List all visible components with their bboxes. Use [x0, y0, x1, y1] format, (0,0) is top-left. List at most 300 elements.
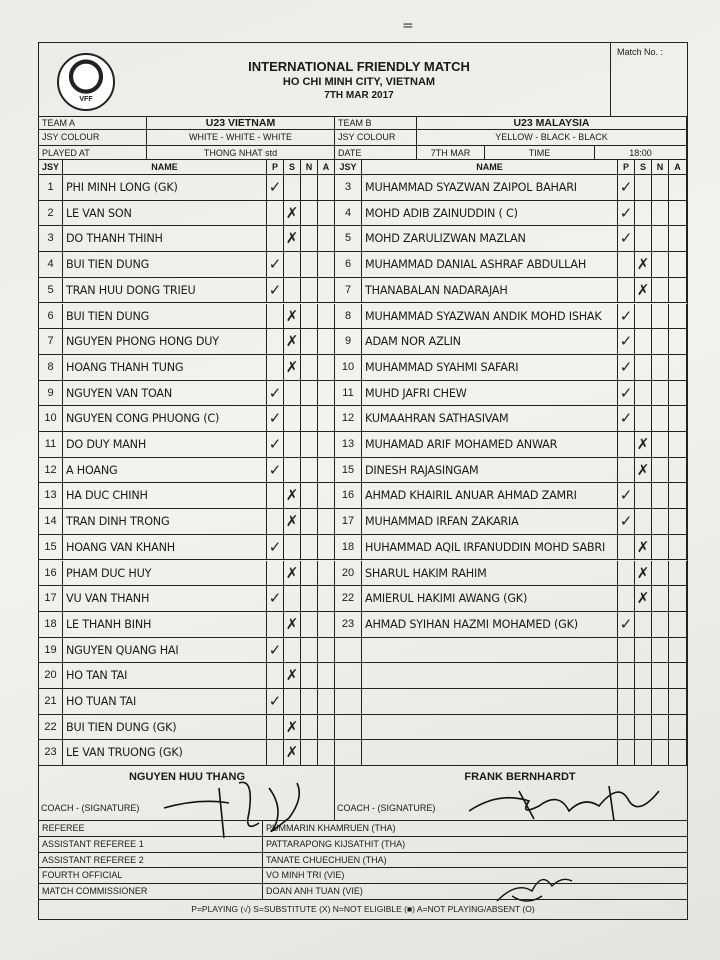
status-cell: [318, 715, 335, 741]
sheet-header: [39, 43, 687, 117]
playing-check-icon: ✓: [267, 535, 284, 561]
empty-cell: [335, 663, 362, 689]
player-name: MOHD ADIB ZAINUDDIN ( C): [362, 201, 618, 227]
playing-check-icon: ✓: [618, 304, 635, 330]
status-cell: [652, 561, 669, 587]
status-cell: [301, 483, 318, 509]
status-cell: [301, 740, 318, 766]
status-cell: [267, 483, 284, 509]
empty-cell: [652, 715, 669, 741]
status-cell: [301, 509, 318, 535]
status-cell: [669, 201, 687, 227]
substitute-cross-icon: ✗: [284, 355, 301, 381]
status-cell: [635, 355, 652, 381]
status-cell: [318, 381, 335, 407]
substitute-cross-icon: ✗: [284, 612, 301, 638]
status-cell: [267, 226, 284, 252]
status-cell: [652, 175, 669, 201]
official-role: FOURTH OFFICIAL: [39, 868, 263, 884]
playing-check-icon: ✓: [618, 226, 635, 252]
official-name: VO MINH TRI (VIE): [263, 868, 687, 884]
team-sheet: [38, 42, 688, 920]
status-cell: [318, 226, 335, 252]
page-mark: =: [402, 18, 414, 34]
playing-check-icon: ✓: [267, 175, 284, 201]
substitute-cross-icon: ✗: [284, 509, 301, 535]
player-jsy: 22: [335, 586, 362, 612]
empty-cell: [618, 663, 635, 689]
status-cell: [652, 458, 669, 484]
status-cell: [301, 201, 318, 227]
substitute-cross-icon: ✗: [635, 252, 652, 278]
player-jsy: 20: [335, 561, 362, 587]
player-jsy: 3: [335, 175, 362, 201]
player-name: BUI TIEN DUNG: [63, 252, 267, 278]
substitute-cross-icon: ✗: [635, 458, 652, 484]
status-cell: [318, 406, 335, 432]
status-cell: [318, 638, 335, 664]
playing-check-icon: ✓: [267, 689, 284, 715]
player-name: HA DUC CHINH: [63, 483, 267, 509]
player-jsy: 6: [335, 252, 362, 278]
status-cell: [618, 252, 635, 278]
player-jsy: 22: [39, 715, 63, 741]
player-name: TRAN HUU DONG TRIEU: [63, 278, 267, 304]
status-cell: [618, 278, 635, 304]
status-cell: [618, 535, 635, 561]
status-cell: [318, 278, 335, 304]
playing-check-icon: ✓: [267, 638, 284, 664]
empty-cell: [362, 689, 618, 715]
status-cell: [652, 329, 669, 355]
team-a-name: U23 VIETNAM: [147, 116, 335, 130]
player-name: LE VAN SON: [63, 201, 267, 227]
status-cell: [669, 355, 687, 381]
player-jsy: 23: [335, 612, 362, 638]
status-cell: [669, 586, 687, 612]
playing-check-icon: ✓: [618, 381, 635, 407]
team-a-colour-label: JSY COLOUR: [39, 130, 147, 146]
coach-a-name: NGUYEN HUU THANG: [128, 771, 246, 783]
status-cell: [652, 483, 669, 509]
player-name: VU VAN THANH: [63, 586, 267, 612]
substitute-cross-icon: ✗: [284, 663, 301, 689]
official-role: ASSISTANT REFEREE 1: [39, 837, 263, 853]
player-name: MUHD JAFRI CHEW: [362, 381, 618, 407]
player-jsy: 15: [39, 535, 63, 561]
col-p-a: P: [267, 160, 284, 175]
empty-cell: [362, 715, 618, 741]
player-name: HO TAN TAI: [63, 663, 267, 689]
playing-check-icon: ✓: [267, 406, 284, 432]
status-cell: [635, 509, 652, 535]
player-name: THANABALAN NADARAJAH: [362, 278, 618, 304]
player-jsy: 10: [39, 406, 63, 432]
status-cell: [301, 638, 318, 664]
player-name: DO THANH THINH: [63, 226, 267, 252]
col-s-b: S: [635, 160, 652, 175]
status-cell: [267, 715, 284, 741]
player-jsy: 1: [39, 175, 63, 201]
vff-logo-icon: [57, 53, 115, 111]
team-a-label: TEAM A: [39, 116, 147, 130]
status-cell: [669, 329, 687, 355]
substitute-cross-icon: ✗: [284, 715, 301, 741]
status-cell: [652, 201, 669, 227]
status-cell: [318, 329, 335, 355]
status-cell: [635, 381, 652, 407]
status-cell: [635, 483, 652, 509]
playing-check-icon: ✓: [267, 252, 284, 278]
match-date: 7TH MAR 2017: [324, 90, 394, 101]
official-name: PUMMARIN KHAMRUEN (THA): [263, 821, 687, 837]
team-b-colour-label: JSY COLOUR: [335, 130, 417, 146]
status-cell: [318, 252, 335, 278]
official-role: MATCH COMMISSIONER: [39, 884, 263, 900]
status-cell: [318, 535, 335, 561]
status-cell: [652, 355, 669, 381]
player-name: MUHAMMAD DANIAL ASHRAF ABDULLAH: [362, 252, 618, 278]
status-cell: [635, 329, 652, 355]
status-cell: [284, 381, 301, 407]
status-cell: [301, 535, 318, 561]
status-cell: [635, 201, 652, 227]
player-name: DINESH RAJASINGAM: [362, 458, 618, 484]
empty-cell: [618, 638, 635, 664]
substitute-cross-icon: ✗: [284, 740, 301, 766]
player-name: AHMAD KHAIRIL ANUAR AHMAD ZAMRI: [362, 483, 618, 509]
empty-cell: [652, 638, 669, 664]
player-jsy: 5: [39, 278, 63, 304]
status-cell: [618, 586, 635, 612]
status-cell: [301, 175, 318, 201]
official-name: TANATE CHUECHUEN (THA): [263, 853, 687, 869]
status-cell: [669, 612, 687, 638]
playing-check-icon: ✓: [618, 355, 635, 381]
status-cell: [267, 329, 284, 355]
player-jsy: 4: [39, 252, 63, 278]
status-cell: [301, 561, 318, 587]
col-a-a: A: [318, 160, 335, 175]
played-at-value: THONG NHAT std: [147, 146, 335, 160]
col-p-b: P: [618, 160, 635, 175]
status-cell: [301, 304, 318, 330]
status-cell: [318, 432, 335, 458]
status-cell: [267, 740, 284, 766]
player-jsy: 23: [39, 740, 63, 766]
player-name: AHMAD SYIHAN HAZMI MOHAMED (GK): [362, 612, 618, 638]
empty-cell: [635, 715, 652, 741]
status-cell: [267, 304, 284, 330]
player-name: HO TUAN TAI: [63, 689, 267, 715]
empty-cell: [618, 689, 635, 715]
player-jsy: 7: [335, 278, 362, 304]
playing-check-icon: ✓: [267, 586, 284, 612]
status-cell: [652, 612, 669, 638]
playing-check-icon: ✓: [618, 612, 635, 638]
col-jsy-b: JSY: [335, 160, 362, 175]
team-a-colour: WHITE - WHITE - WHITE: [147, 130, 335, 146]
empty-cell: [635, 638, 652, 664]
substitute-cross-icon: ✗: [635, 561, 652, 587]
player-jsy: 13: [335, 432, 362, 458]
match-title: INTERNATIONAL FRIENDLY MATCH: [248, 59, 470, 74]
substitute-cross-icon: ✗: [284, 304, 301, 330]
player-name: LE THANH BINH: [63, 612, 267, 638]
status-cell: [267, 355, 284, 381]
status-cell: [284, 458, 301, 484]
match-number-box: [610, 43, 687, 116]
date-label: DATE: [335, 146, 417, 160]
player-jsy: 3: [39, 226, 63, 252]
status-cell: [669, 483, 687, 509]
player-jsy: 8: [335, 304, 362, 330]
playing-check-icon: ✓: [618, 406, 635, 432]
player-jsy: 9: [335, 329, 362, 355]
player-name: SHARUL HAKIM RAHIM: [362, 561, 618, 587]
player-jsy: 14: [39, 509, 63, 535]
player-jsy: 4: [335, 201, 362, 227]
status-cell: [618, 458, 635, 484]
player-name: BUI TIEN DUNG (GK): [63, 715, 267, 741]
status-cell: [618, 432, 635, 458]
player-name: TRAN DINH TRONG: [63, 509, 267, 535]
status-cell: [618, 561, 635, 587]
status-cell: [267, 561, 284, 587]
status-cell: [284, 252, 301, 278]
status-cell: [301, 715, 318, 741]
status-cell: [301, 458, 318, 484]
status-cell: [669, 561, 687, 587]
playing-check-icon: ✓: [618, 329, 635, 355]
official-role: ASSISTANT REFEREE 2: [39, 853, 263, 869]
status-cell: [669, 381, 687, 407]
substitute-cross-icon: ✗: [635, 535, 652, 561]
status-cell: [301, 381, 318, 407]
player-name: MUHAMMAD SYAHMI SAFARI: [362, 355, 618, 381]
status-cell: [669, 509, 687, 535]
empty-cell: [335, 689, 362, 715]
player-jsy: 11: [335, 381, 362, 407]
col-n-a: N: [301, 160, 318, 175]
substitute-cross-icon: ✗: [635, 278, 652, 304]
empty-cell: [618, 715, 635, 741]
player-name: KUMAAHRAN SATHASIVAM: [362, 406, 618, 432]
status-cell: [301, 586, 318, 612]
empty-cell: [635, 689, 652, 715]
player-jsy: 17: [335, 509, 362, 535]
empty-cell: [669, 689, 687, 715]
empty-cell: [669, 638, 687, 664]
status-cell: [669, 252, 687, 278]
status-cell: [318, 458, 335, 484]
player-jsy: 13: [39, 483, 63, 509]
status-cell: [301, 689, 318, 715]
status-cell: [284, 586, 301, 612]
status-cell: [318, 663, 335, 689]
empty-cell: [335, 638, 362, 664]
player-name: HOANG THANH TUNG: [63, 355, 267, 381]
match-city: HO CHI MINH CITY, VIETNAM: [282, 76, 436, 88]
player-jsy: 2: [39, 201, 63, 227]
player-jsy: 5: [335, 226, 362, 252]
player-jsy: 16: [335, 483, 362, 509]
player-name: MUHAMMAD SYAZWAN ZAIPOL BAHARI: [362, 175, 618, 201]
player-name: DO DUY MANH: [63, 432, 267, 458]
status-cell: [635, 406, 652, 432]
status-cell: [318, 740, 335, 766]
status-cell: [284, 689, 301, 715]
player-name: HOANG VAN KHANH: [63, 535, 267, 561]
player-jsy: 12: [335, 406, 362, 432]
player-name: NGUYEN QUANG HAI: [63, 638, 267, 664]
status-cell: [301, 329, 318, 355]
empty-cell: [362, 638, 618, 664]
status-cell: [284, 175, 301, 201]
status-cell: [318, 586, 335, 612]
team-b-label: TEAM B: [335, 116, 417, 130]
player-jsy: 17: [39, 586, 63, 612]
status-cell: [301, 278, 318, 304]
player-name: PHAM DUC HUY: [63, 561, 267, 587]
playing-check-icon: ✓: [618, 175, 635, 201]
status-cell: [669, 304, 687, 330]
date-value: 7TH MAR: [417, 146, 485, 160]
status-cell: [652, 252, 669, 278]
player-name: NGUYEN CONG PHUONG (C): [63, 406, 267, 432]
status-cell: [301, 663, 318, 689]
status-cell: [284, 535, 301, 561]
player-jsy: 16: [39, 561, 63, 587]
col-jsy-a: JSY: [39, 160, 63, 175]
player-jsy: 18: [335, 535, 362, 561]
official-name: PATTARAPONG KIJSATHIT (THA): [263, 837, 687, 853]
status-cell: [301, 226, 318, 252]
player-name: MUHAMAD ARIF MOHAMED ANWAR: [362, 432, 618, 458]
coach-b-signature-label: COACH - (SIGNATURE): [337, 803, 436, 813]
empty-cell: [669, 663, 687, 689]
status-cell: [318, 561, 335, 587]
substitute-cross-icon: ✗: [284, 226, 301, 252]
player-jsy: 19: [39, 638, 63, 664]
empty-cell: [362, 740, 618, 766]
substitute-cross-icon: ✗: [284, 201, 301, 227]
player-jsy: 10: [335, 355, 362, 381]
player-name: HUHAMMAD AQIL IRFANUDDIN MOHD SABRI: [362, 535, 618, 561]
empty-cell: [669, 740, 687, 766]
status-cell: [267, 201, 284, 227]
col-a-b: A: [669, 160, 687, 175]
coach-a-signature-label: COACH - (SIGNATURE): [41, 803, 140, 813]
player-jsy: 18: [39, 612, 63, 638]
status-cell: [318, 689, 335, 715]
status-cell: [318, 509, 335, 535]
substitute-cross-icon: ✗: [635, 432, 652, 458]
substitute-cross-icon: ✗: [284, 561, 301, 587]
empty-cell: [652, 663, 669, 689]
status-cell: [318, 612, 335, 638]
player-name: BUI TIEN DUNG: [63, 304, 267, 330]
player-name: PHI MINH LONG (GK): [63, 175, 267, 201]
status-cell: [301, 612, 318, 638]
official-role: REFEREE: [39, 821, 263, 837]
status-cell: [318, 483, 335, 509]
status-cell: [318, 355, 335, 381]
substitute-cross-icon: ✗: [284, 483, 301, 509]
playing-check-icon: ✓: [267, 381, 284, 407]
player-jsy: 8: [39, 355, 63, 381]
status-cell: [635, 304, 652, 330]
col-name-a: NAME: [63, 160, 267, 175]
status-cell: [301, 355, 318, 381]
player-name: AMIERUL HAKIMI AWANG (GK): [362, 586, 618, 612]
status-cell: [652, 509, 669, 535]
empty-cell: [618, 740, 635, 766]
substitute-cross-icon: ✗: [635, 586, 652, 612]
empty-cell: [635, 663, 652, 689]
status-cell: [301, 432, 318, 458]
status-cell: [635, 612, 652, 638]
status-cell: [301, 406, 318, 432]
empty-cell: [652, 689, 669, 715]
team-b-name: U23 MALAYSIA: [417, 116, 687, 130]
status-cell: [669, 175, 687, 201]
player-jsy: 9: [39, 381, 63, 407]
status-cell: [284, 432, 301, 458]
status-cell: [318, 201, 335, 227]
player-jsy: 20: [39, 663, 63, 689]
status-cell: [284, 278, 301, 304]
empty-cell: [335, 740, 362, 766]
logo-text: VFF: [79, 96, 93, 103]
status-cell: [652, 432, 669, 458]
empty-cell: [362, 663, 618, 689]
player-name: A HOANG: [63, 458, 267, 484]
status-cell: [284, 406, 301, 432]
playing-check-icon: ✓: [267, 458, 284, 484]
empty-cell: [335, 715, 362, 741]
player-name: MUHAMMAD SYAZWAN ANDIK MOHD ISHAK: [362, 304, 618, 330]
player-name: NGUYEN PHONG HONG DUY: [63, 329, 267, 355]
playing-check-icon: ✓: [618, 201, 635, 227]
coach-b-name: FRANK BERNHARDT: [464, 771, 576, 783]
player-name: LE VAN TRUONG (GK): [63, 740, 267, 766]
status-cell: [669, 458, 687, 484]
time-label: TIME: [485, 146, 595, 160]
status-cell: [267, 612, 284, 638]
player-name: MOHD ZARULIZWAN MAZLAN: [362, 226, 618, 252]
status-cell: [318, 175, 335, 201]
status-cell: [652, 586, 669, 612]
official-name: DOAN ANH TUAN (VIE): [263, 884, 687, 900]
status-cell: [284, 638, 301, 664]
status-cell: [669, 406, 687, 432]
status-cell: [635, 175, 652, 201]
status-cell: [652, 278, 669, 304]
status-cell: [669, 535, 687, 561]
playing-check-icon: ✓: [618, 509, 635, 535]
col-n-b: N: [652, 160, 669, 175]
player-jsy: 21: [39, 689, 63, 715]
playing-check-icon: ✓: [267, 432, 284, 458]
playing-check-icon: ✓: [618, 483, 635, 509]
team-b-colour: YELLOW - BLACK - BLACK: [417, 130, 687, 146]
col-name-b: NAME: [362, 160, 618, 175]
empty-cell: [635, 740, 652, 766]
status-cell: [652, 304, 669, 330]
status-cell: [652, 226, 669, 252]
time-value: 18:00: [595, 146, 687, 160]
